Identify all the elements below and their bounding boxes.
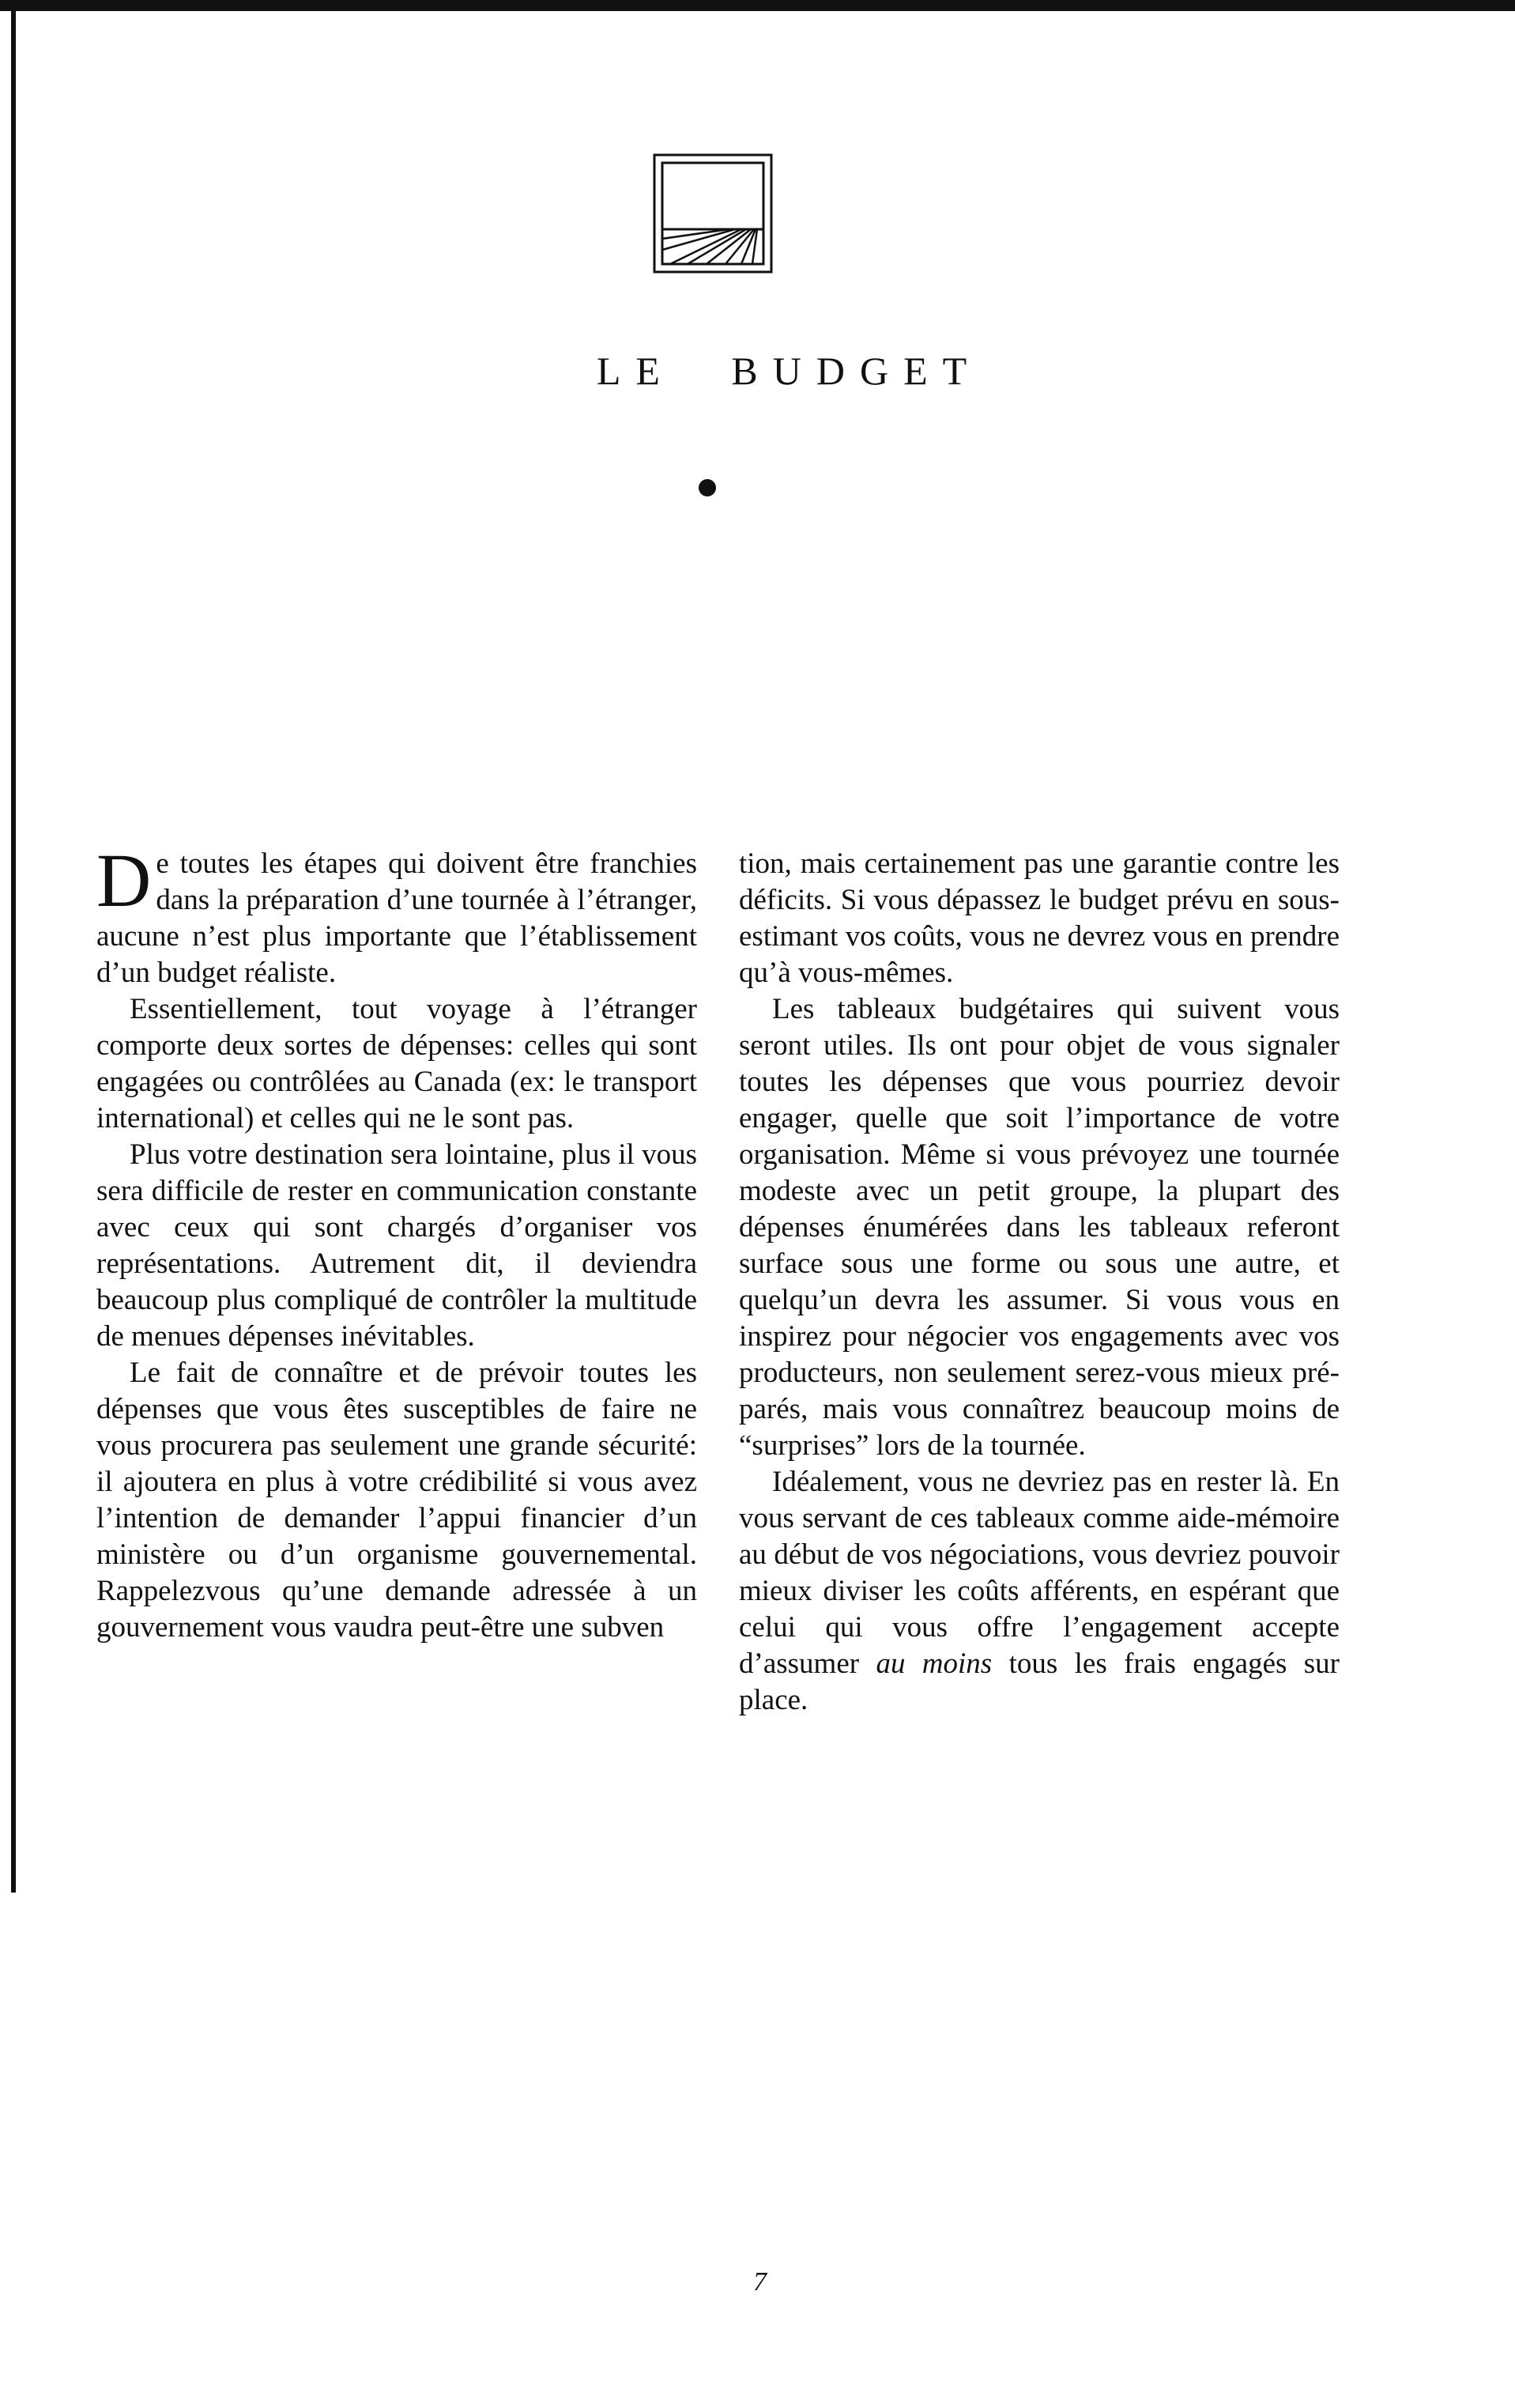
drop-cap: D (96, 838, 152, 923)
paragraph-4: Le fait de connaître et de prévoir toutes les dépenses que vous êtes susceptibles de faire ne vous procurera pas seulement une grande sécurité: il ajoutera en plus à votre crédibilité si vous avez l’intention de demander l’appui financier d’un ministère ou d’un organisme gouvernemental. Rappelezvous qu’une demande adressée à un gouvernement vous vaudra peut-être une subven (96, 1357, 697, 1644)
field-landscape-logo-icon (653, 153, 773, 274)
title-bullet-ornament (699, 479, 716, 496)
paragraph-6-end: tous les frais engagés sur place. (739, 1647, 1340, 1716)
paragraph-1 (96, 838, 697, 991)
paragraph-3: Plus votre destination sera lointaine, plus il vous sera difficile de rester en communication constante avec ceux qui sont chargés d’organiser vos représentations. Autrement dit, il deviendra beaucoup plus compliqué de contrôler la multitude de menues dépenses inévitables. (96, 1138, 697, 1353)
right-column (739, 846, 1340, 1719)
paragraph-1-text: e toutes les étapes qui doivent être franchies dans la préparation d’une tournée à l’étranger, aucune n’est plus importante que l’établissement d’un budget réaliste. (96, 847, 697, 989)
page-number: 7 (753, 2267, 767, 2297)
paragraph-6-emphasis: au moins (876, 1647, 993, 1680)
scan-border-top (0, 0, 1515, 11)
paragraph-6-text: Idéalement, vous ne devriez pas en rester là. En vous servant de ces tableaux comme aide-mémoire au début de vos négociations, vous devriez pouvoir mieux diviser les coûts afférents, en espérant que celui qui vous offre l’engagement accepte d’assumer (739, 1466, 1340, 1680)
page-title: LE BUDGET (596, 349, 982, 393)
paragraph-6 (739, 1464, 1340, 1719)
paragraph-4-continued: tion, mais certainement pas une garantie contre les déficits. Si vous dépassez le budget prévu en sous-estimant vos coûts, vous ne devrez vous en prendre qu’à vous-mêmes. (739, 847, 1340, 989)
paragraph-5: Les tableaux budgétaires qui suivent vous seront utiles. Ils ont pour objet de vous signaler toutes les dépenses que vous pourriez devoir engager, quelle que soit l’importance de votre organisation. Même si vous prévoyez une tournée modeste avec un petit groupe, la plupart des dépenses énumérées dans les tableaux referont surface sous une forme ou sous une autre, et quelqu’un devra les assumer. Si vous vous en inspirez pour négocier vos engagements avec vos producteurs, non seulement serez-vous mieux préparés, mais vous connaîtrez beaucoup moins de “surprises” lors de la tournée. (739, 993, 1340, 1462)
scan-border-left (11, 11, 16, 1893)
paragraph-2: Essentiellement, tout voyage à l’étranger comporte deux sortes de dépenses: celles qui sont engagées ou contrôlées au Canada (ex: le transport international) et celles qui ne le sont pas. (96, 993, 697, 1134)
left-column (96, 838, 697, 1646)
